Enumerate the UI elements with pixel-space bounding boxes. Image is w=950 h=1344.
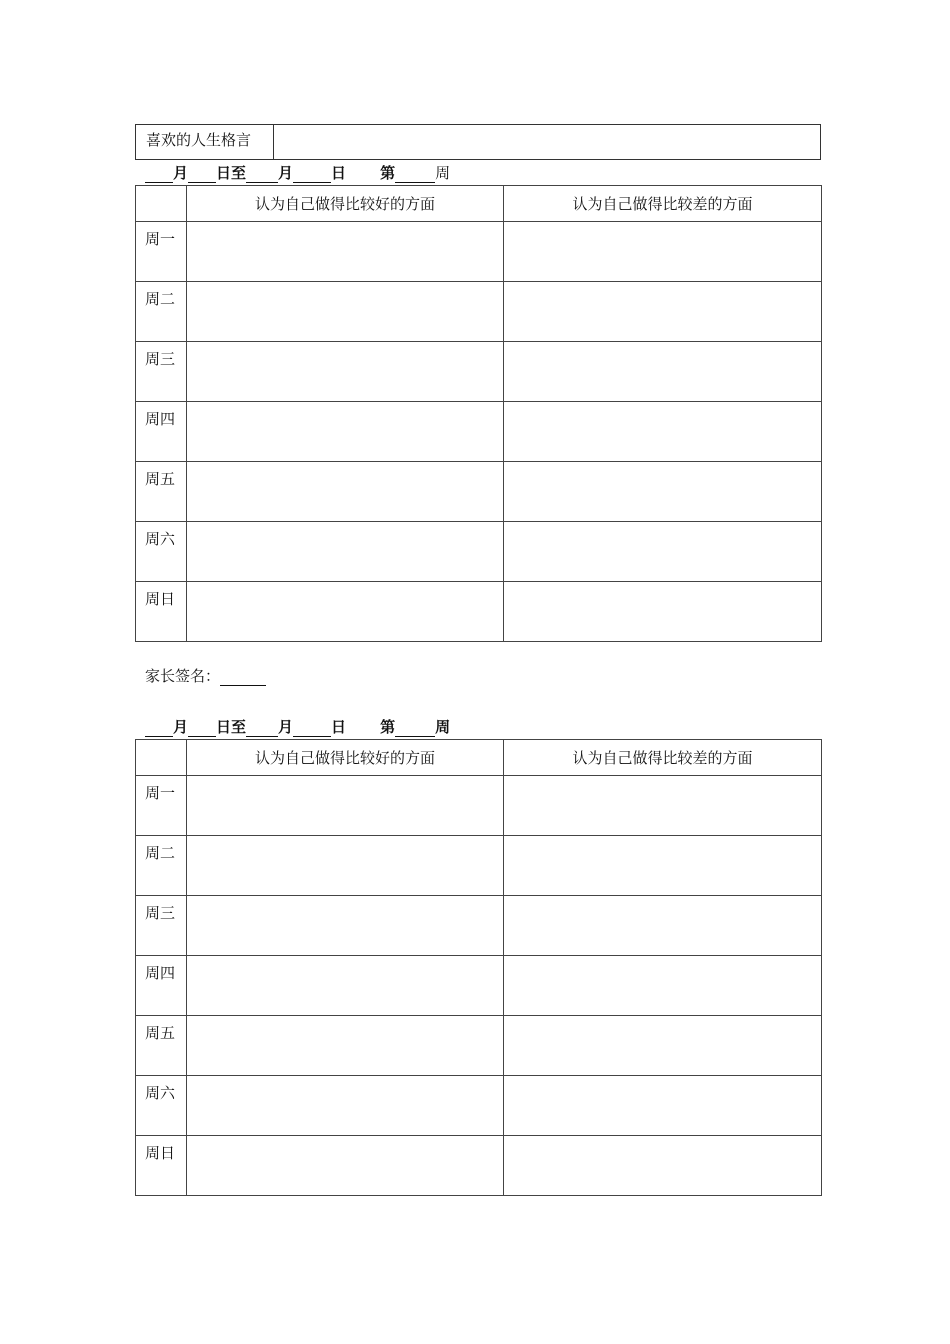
good-cell[interactable] bbox=[187, 896, 504, 956]
corner-cell bbox=[136, 186, 187, 222]
parent-signature-label: 家长签名： bbox=[145, 667, 221, 685]
good-cell[interactable] bbox=[187, 462, 504, 522]
table-row bbox=[136, 1016, 822, 1076]
good-cell[interactable] bbox=[187, 582, 504, 642]
good-cell[interactable] bbox=[187, 522, 504, 582]
corner-cell bbox=[136, 740, 187, 776]
table-row bbox=[136, 776, 822, 836]
parent-signature bbox=[145, 666, 266, 686]
bad-cell[interactable] bbox=[504, 342, 822, 402]
good-cell[interactable] bbox=[187, 1016, 504, 1076]
table-row bbox=[136, 222, 822, 282]
month-label-2: 月 bbox=[278, 164, 294, 182]
weekly-table-2 bbox=[135, 739, 822, 1196]
day-blank[interactable] bbox=[188, 167, 216, 183]
table-row bbox=[136, 462, 822, 522]
day-label: 周日 bbox=[136, 582, 187, 642]
good-cell[interactable] bbox=[187, 402, 504, 462]
column-header-good: 认为自己做得比较好的方面 bbox=[187, 186, 504, 222]
day-label: 周日 bbox=[136, 1136, 187, 1196]
week-suffix: 周 bbox=[435, 718, 451, 736]
table-row bbox=[136, 582, 822, 642]
bad-cell[interactable] bbox=[504, 462, 822, 522]
table-row bbox=[136, 522, 822, 582]
bad-cell[interactable] bbox=[504, 582, 822, 642]
bad-cell[interactable] bbox=[504, 836, 822, 896]
good-cell[interactable] bbox=[187, 1076, 504, 1136]
bad-cell[interactable] bbox=[504, 896, 822, 956]
month-label-2: 月 bbox=[278, 718, 294, 736]
weekly-table-1 bbox=[135, 185, 822, 642]
day-label: 周一 bbox=[136, 222, 187, 282]
table-row bbox=[136, 836, 822, 896]
day-label-2: 日 bbox=[331, 164, 347, 182]
table-row bbox=[136, 956, 822, 1016]
good-cell[interactable] bbox=[187, 1136, 504, 1196]
day-label: 周二 bbox=[136, 282, 187, 342]
day-label: 周三 bbox=[136, 342, 187, 402]
good-cell[interactable] bbox=[187, 956, 504, 1016]
parent-signature-blank[interactable] bbox=[220, 670, 266, 686]
month-blank[interactable] bbox=[145, 721, 173, 737]
month-label: 月 bbox=[173, 718, 189, 736]
day-to-label: 日至 bbox=[216, 718, 247, 736]
week-prefix: 第 bbox=[380, 164, 396, 182]
day-label: 周一 bbox=[136, 776, 187, 836]
column-header-bad: 认为自己做得比较差的方面 bbox=[504, 186, 822, 222]
table-row bbox=[136, 1076, 822, 1136]
day-label: 周五 bbox=[136, 462, 187, 522]
table-row bbox=[136, 1136, 822, 1196]
week-number-blank[interactable] bbox=[395, 167, 435, 183]
good-cell[interactable] bbox=[187, 776, 504, 836]
motto-label: 喜欢的人生格言 bbox=[136, 125, 274, 159]
day-label: 周六 bbox=[136, 1076, 187, 1136]
week-date-line-2 bbox=[145, 717, 450, 737]
day-label-2: 日 bbox=[331, 718, 347, 736]
bad-cell[interactable] bbox=[504, 776, 822, 836]
day-blank[interactable] bbox=[188, 721, 216, 737]
day-label: 周二 bbox=[136, 836, 187, 896]
good-cell[interactable] bbox=[187, 282, 504, 342]
week-number-blank[interactable] bbox=[395, 721, 435, 737]
good-cell[interactable] bbox=[187, 342, 504, 402]
bad-cell[interactable] bbox=[504, 402, 822, 462]
week-date-line-1 bbox=[145, 163, 450, 183]
day-label: 周四 bbox=[136, 402, 187, 462]
month-blank-2[interactable] bbox=[246, 721, 278, 737]
good-cell[interactable] bbox=[187, 836, 504, 896]
table-row bbox=[136, 282, 822, 342]
table-header-row bbox=[136, 186, 822, 222]
month-label: 月 bbox=[173, 164, 189, 182]
day-to-label: 日至 bbox=[216, 164, 247, 182]
bad-cell[interactable] bbox=[504, 1136, 822, 1196]
day-label: 周五 bbox=[136, 1016, 187, 1076]
bad-cell[interactable] bbox=[504, 222, 822, 282]
bad-cell[interactable] bbox=[504, 522, 822, 582]
motto-input[interactable] bbox=[274, 125, 820, 159]
good-cell[interactable] bbox=[187, 222, 504, 282]
day-blank-2[interactable] bbox=[293, 167, 331, 183]
month-blank-2[interactable] bbox=[246, 167, 278, 183]
column-header-good: 认为自己做得比较好的方面 bbox=[187, 740, 504, 776]
table-row bbox=[136, 402, 822, 462]
day-label: 周六 bbox=[136, 522, 187, 582]
table-row bbox=[136, 896, 822, 956]
bad-cell[interactable] bbox=[504, 956, 822, 1016]
bad-cell[interactable] bbox=[504, 1076, 822, 1136]
day-label: 周三 bbox=[136, 896, 187, 956]
month-blank[interactable] bbox=[145, 167, 173, 183]
bad-cell[interactable] bbox=[504, 282, 822, 342]
column-header-bad: 认为自己做得比较差的方面 bbox=[504, 740, 822, 776]
day-blank-2[interactable] bbox=[293, 721, 331, 737]
day-label: 周四 bbox=[136, 956, 187, 1016]
table-row bbox=[136, 342, 822, 402]
week-suffix: 周 bbox=[435, 164, 451, 182]
week-prefix: 第 bbox=[380, 718, 396, 736]
table-header-row bbox=[136, 740, 822, 776]
motto-box bbox=[135, 124, 821, 160]
bad-cell[interactable] bbox=[504, 1016, 822, 1076]
